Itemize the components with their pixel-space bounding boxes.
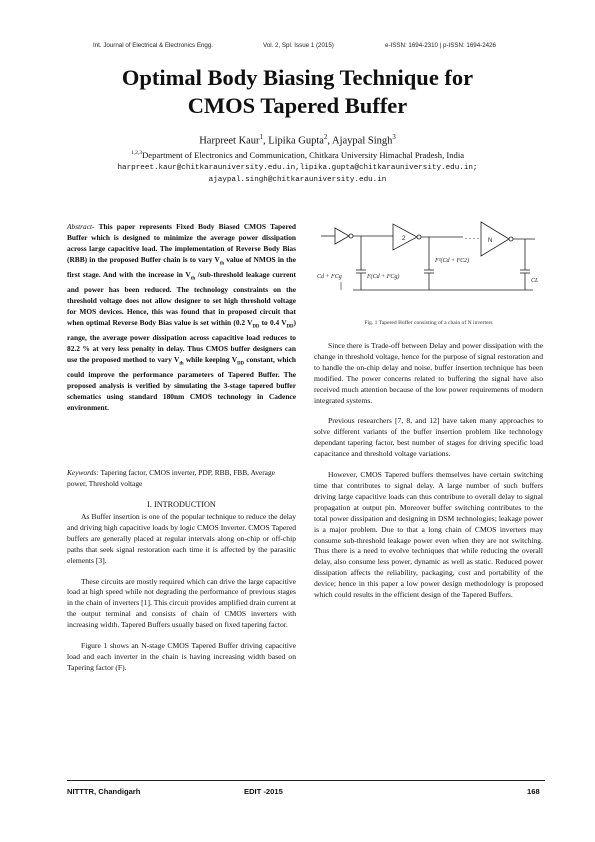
abstract-text: ) range, the average power dissipation across capacitive load reduces to 82.2 % at very less penalty in delay. Thus CMOS buffer designers can use the proposed method to vary V [67,317,296,364]
stage-label: N [488,238,493,244]
title-line-1: Optimal Body Biasing Technique for [121,65,474,90]
keywords [67,468,296,490]
title-line-2: CMOS Tapered Buffer [187,93,408,118]
body-paragraph: Figure 1 shows an N-stage CMOS Tapered Buffer driving capacitive load and each inverter in the chain is having increasing width based on Tapering factor (F). [67,641,296,672]
journal-name: Int. Journal of Electrical & Electronics Engg. [93,42,214,49]
body-paragraph: As Buffer insertion is one of the popular technique to reduce the delay and driving high capacitive loads by logic CMOS Inverter. CMOS Tapered buffers are generally placed at regular intervals along on-chip or off-chip paths that seek signal restoration each time it is affected by the parasitic elements [3]. [67,512,296,565]
capacitance-label: F(Cd + FCg) [367,274,400,280]
subscript: th [179,361,184,367]
author-emails-2: ajaypal.singh@chitkarauniversity.edu.in [208,176,387,184]
author-emails-1: harpreet.kaur@chitkarauniversity.edu.in,lipika.gupta@chitkarauniversity.edu.in; [117,164,478,172]
figure-caption: Fig. 1 Tapered Buffer consisting of a chain of N inverters [364,320,493,326]
stage-label: 2 [402,236,406,242]
footer-institution: NITTTR, Chandigarh [67,787,141,796]
body-paragraph: Since there is Trade-off between Delay and power dissipation with the change in threshold voltage, hence for the purpose of signal restoration and to handle the on-chip delay and noise, buffer insertion technique has been modified. The power concerns related to buffering the signal have also received much attention because of the low power requirements of modern integrated systems. [314,341,543,405]
abstract-text: to 0.4 V [259,317,287,327]
keywords-label: Keywords: [67,468,99,477]
page-number: 168 [527,787,540,796]
author-name: Lipika Gupta [268,135,324,147]
continuation-dots: . . . . [465,232,479,241]
section-heading: I. INTRODUCTION [147,500,216,509]
inverter-n-icon [481,222,509,256]
journal-issn: e-ISSN: 1694-2310 | p-ISSN: 1694-2426 [385,42,496,49]
affiliation [0,150,595,160]
intro-right-column [314,341,543,601]
abstract-text: This paper represents Fixed Body Biased CMOS Tapered Buffer which is designed to minimize the average power dissipation across large capacitive load. The implementation of Reverse Body Bias (RBB) in the proposed Buffer chain is to vary V [67,222,296,264]
author-marker: 2 [323,134,328,141]
abstract-text: constant, which could improve the performance parameters of Tapered Buffer. The proposed analysis is verified by simulating the 3-stage tapered buffer schematics using standard 180nm CMOS technology in Cadence environment. [67,354,296,412]
body-paragraph: However, CMOS Tapered buffers themselves have certain switching time that contributes to signal delay. A large number of such buffers driving large capacitive loads can thus contribute to overall delay to signal propagation at output pin. Moreover buffer switching contributes to the total power dissipation and designing in DSM technologies; leakage power is a major problem. Due to that a long chain of CMOS inverters may consume sub-threshold leakage power even when they are not switching. Thus there is a need to evolve techniques that while reducing the overall delay, also consume less power, dynamic as well as static. Reduced power dissipation affects the reliability, packaging, cost and portability of the device; hence in this paper a low power design methodology is proposed which could results in the efficient design of the Tapered Buffers. [314,470,543,600]
author-name: Ajaypal Singh [332,135,393,147]
author-separator: , [262,135,269,147]
affiliation-text: Department of Electronics and Communication, Chitkara University Himachal Pradesh, India [142,150,465,160]
author-marker: 1 [259,134,263,141]
subscript: th [219,261,225,266]
abstract-text: while keeping V [183,354,238,364]
abstract-text: /sub-threshold leakage current and power has been reduced. The technology constraints on the threshold voltage does not allow designer to set high threshold voltage for MOS devices. Hence, this was found that in proposed circuit that when optimal Reverse Body Bias value is set within (0.2 V [67,269,296,327]
author-list [0,134,595,147]
footer-conference: EDIT -2015 [244,787,283,796]
affiliation-marker: 1,2,3 [130,150,143,157]
capacitance-label: CL [531,278,539,284]
abstract-text: value of NMOS in the first stage. And with the increase in V [67,254,296,279]
intro-left-column [67,512,296,674]
author-marker: 3 [392,134,396,141]
footer-rule [67,780,545,781]
capacitance-label: F²(Cd + FC2) [435,258,470,264]
abstract [67,222,296,413]
abstract-lead: Abstract- [67,222,95,231]
paper-title [0,64,595,120]
author-name: Harpreet Kaur [199,135,260,147]
subscript: DD [286,324,294,330]
capacitance-label: Cd + FCg [317,274,342,280]
tapered-buffer-figure [313,220,543,320]
body-paragraph: Previous researchers [7, 8, and 12] have taken many approaches to solve different variants of the buffer insertion problem like technology dependant tapering factor, best number of stages for driving specific load capacitance and threshold voltage variations. [314,416,543,459]
keywords-text: Tapering factor, CMOS inverter, PDP, RBB, FBB, Average power, Threshold voltage [67,468,275,488]
body-paragraph: These circuits are mostly required which can drive the large capacitive load at high speed while not degrading the performance of previous stages in the chain of inverters [1]. This circuit provides amplified drain current at the output terminal and consists of chain of CMOS inverters with increasing width. Tapered Buffers usually based on fixed tapering factor. [67,576,296,630]
journal-volume: Vol. 2, Spl. Issue 1 (2015) [263,42,334,49]
subscript: th [190,276,196,282]
subscript: DD [237,361,245,367]
inverter-1-icon [335,228,349,244]
author-separator: , [327,135,332,147]
subscript: DD [252,324,260,330]
